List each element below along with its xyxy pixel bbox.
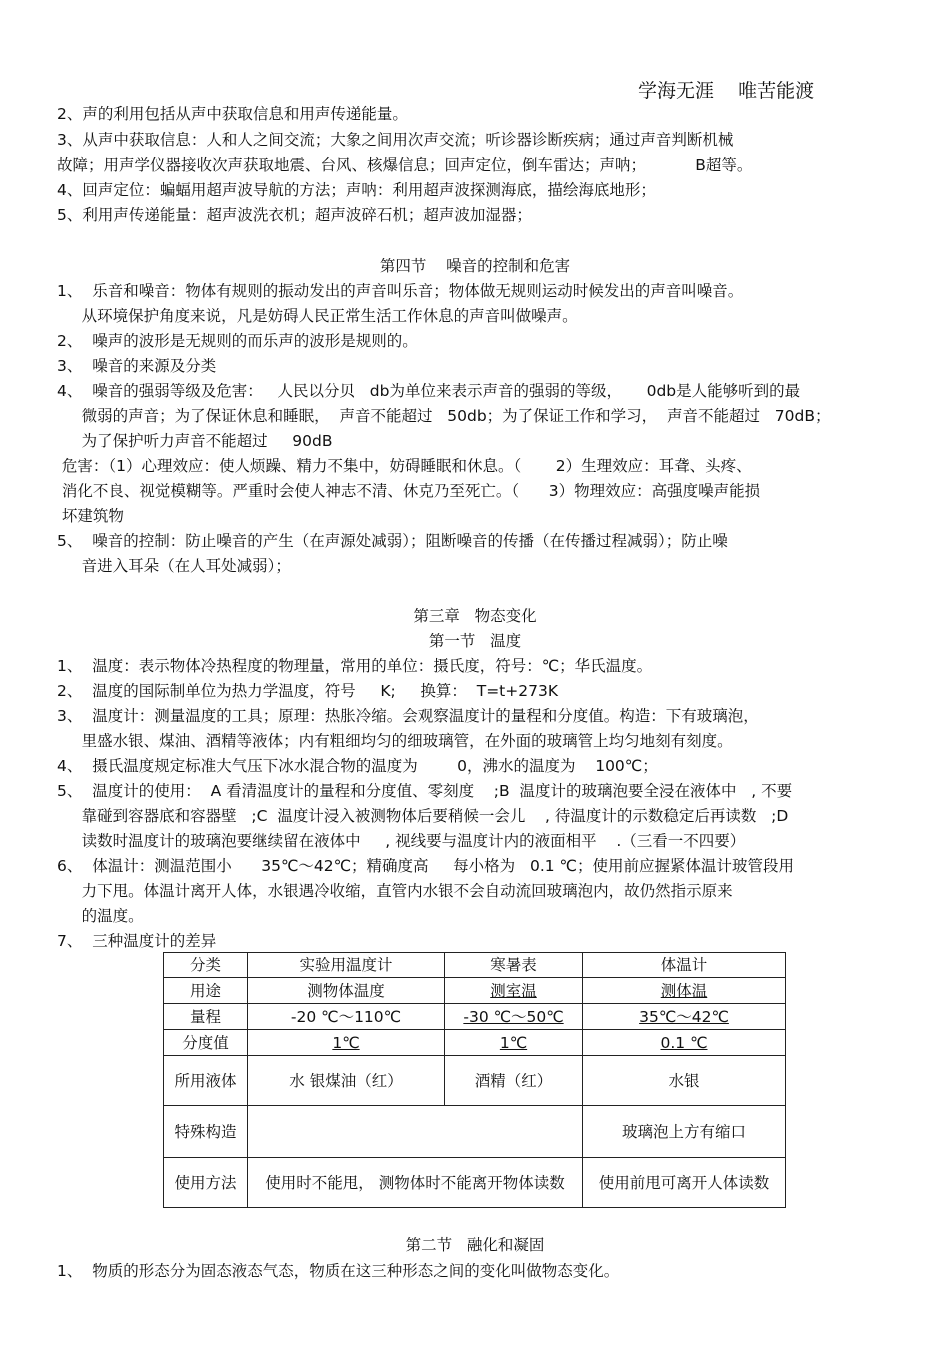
text-line: 里盛水银、煤油、酒精等液体；内有粗细均匀的细玻璃管，在外面的玻璃管上均匀地刻有刻度。: [57, 732, 733, 750]
text-line: 1、 温度：表示物体冷热程度的物理量，常用的单位：摄氏度，符号：℃；华氏温度。: [57, 657, 653, 675]
table-cell: 所用液体: [164, 1056, 248, 1106]
table-cell: 用途: [164, 978, 248, 1004]
text-line: 2、 噪声的波形是无规则的而乐声的波形是规则的。: [57, 332, 418, 350]
section-title: 第四节 噪音的控制和危害: [379, 257, 571, 275]
text-line: 音进入耳朵（在人耳处减弱）；: [57, 557, 291, 575]
table-row: [164, 1056, 786, 1106]
table-cell: 测物体温度: [248, 978, 445, 1004]
table-row: [164, 953, 786, 978]
table-cell: 玻璃泡上方有缩口: [583, 1106, 786, 1158]
text-line: 的温度。: [57, 907, 144, 925]
table-cell: [583, 978, 786, 1004]
table-cell: 使用时不能甩， 测物体时不能离开物体读数: [248, 1158, 583, 1208]
text-line: 2、 温度的国际制单位为热力学温度，符号 K; 换算： T=t+273K: [57, 682, 558, 700]
text-line: 5、 噪音的控制：防止噪音的产生（在声源处减弱）；阻断噪音的传播（在传播过程减弱）；防止噪: [57, 532, 728, 550]
text-line: 7、 三种温度计的差异: [57, 932, 217, 950]
text-line: 1、 物质的形态分为固态液态气态，物质在这三种形态之间的变化叫做物态变化。: [57, 1262, 620, 1280]
table-cell: 使用前甩可离开人体读数: [583, 1158, 786, 1208]
table-cell: [248, 1030, 445, 1056]
underlined-value: 1℃: [499, 1033, 528, 1052]
text-line: 消化不良、视觉模糊等。严重时会使人神志不清、休克乃至死亡。（ 3）物理效应：高强度噪声能损: [57, 482, 761, 500]
table-cell: 水 银煤油（红）: [248, 1056, 445, 1106]
thermometer-comparison-table: [163, 952, 786, 1208]
table-row: [164, 1106, 786, 1158]
text-line: 1、 乐音和噪音：物体有规则的振动发出的声音叫乐音；物体做无规则运动时候发出的声音叫噪音。: [57, 282, 744, 300]
table-cell: 使用方法: [164, 1158, 248, 1208]
text-line: 4、回声定位：蝙蝠用超声波导航的方法；声呐：利用超声波探测海底，描绘海底地形；: [57, 181, 656, 199]
text-line: 3、 噪音的来源及分类: [57, 357, 217, 375]
table-cell: 量程: [164, 1004, 248, 1030]
table-row: [164, 1030, 786, 1056]
table-cell: [583, 1004, 786, 1030]
table-row: [164, 978, 786, 1004]
table-cell: 特殊构造: [164, 1106, 248, 1158]
text-line: 微弱的声音；为了保证休息和睡眠， 声音不能超过 50db；为了保证工作和学习， 声音不能超过 70dB；: [57, 407, 831, 425]
table-cell: 实验用温度计: [248, 953, 445, 978]
text-line: 6、 体温计：测温范围小 35℃～42℃；精确度高 每小格为 0.1 ℃；使用前应握紧体温计玻管段用: [57, 857, 794, 875]
text-line: 4、 摄氏温度规定标准大气压下冰水混合物的温度为 0，沸水的温度为 100℃；: [57, 757, 658, 775]
text-line: 为了保护听力声音不能超过 90dB: [57, 432, 333, 450]
table-cell: [445, 1030, 583, 1056]
table-cell: 体温计: [583, 953, 786, 978]
section-title: 第一节 温度: [428, 632, 522, 650]
table-cell: 分度值: [164, 1030, 248, 1056]
text-line: 坏建筑物: [57, 507, 124, 525]
text-line: 读数时温度计的玻璃泡要继续留在液体中 , 视线要与温度计内的液面相平 .（三看一不四要）: [57, 832, 746, 850]
text-line: 故障；用声学仪器接收次声获取地震、台风、核爆信息；回声定位，倒车雷达；声呐； B超等。: [57, 156, 753, 174]
underlined-value: 测室温: [490, 981, 537, 1000]
table-cell: [583, 1030, 786, 1056]
underlined-value: 35℃～42℃: [639, 1007, 729, 1026]
table-cell: 水银: [583, 1056, 786, 1106]
text-line: 2、声的利用包括从声中获取信息和用声传递能量。: [57, 105, 408, 123]
text-line: 5、利用声传递能量：超声波洗衣机；超声波碎石机；超声波加湿器；: [57, 206, 532, 224]
table-row: [164, 1004, 786, 1030]
table-cell: [445, 1004, 583, 1030]
text-line: 4、 噪音的强弱等级及危害： 人民以分贝 db为单位来表示声音的强弱的等级， 0db是人能够听到的最: [57, 382, 801, 400]
text-line: 力下甩。体温计离开人体，水银遇冷收缩，直管内水银不会自动流回玻璃泡内，故仍然指示原来: [57, 882, 733, 900]
header-motto: 学海无涯 唯苦能渡: [638, 80, 815, 102]
table-cell: 酒精（红）: [445, 1056, 583, 1106]
chapter-title: 第三章 物态变化: [413, 607, 537, 625]
underlined-value: 测体温: [660, 981, 708, 1000]
table-cell: -20 ℃～110℃: [248, 1004, 445, 1030]
text-line: 5、 温度计的使用： A 看清温度计的量程和分度值、零刻度 ;B 温度计的玻璃泡要全浸在液体中 , 不要: [57, 782, 793, 800]
table-cell: 分类: [164, 953, 248, 978]
table-row: [164, 1158, 786, 1208]
text-line: 危害：（1）心理效应：使人烦躁、精力不集中，妨碍睡眠和休息。（ 2）生理效应：耳聋、头疼、: [57, 457, 752, 475]
underlined-value: -30 ℃～50℃: [463, 1007, 564, 1026]
underlined-value: 0.1 ℃: [660, 1033, 708, 1052]
section-title: 第二节 融化和凝固: [405, 1236, 545, 1254]
text-line: 从环境保护角度来说，凡是妨碍人民正常生活工作休息的声音叫做噪声。: [57, 307, 578, 325]
text-line: 3、从声中获取信息：人和人之间交流；大象之间用次声交流；听诊器诊断疾病；通过声音判断机械: [57, 131, 734, 149]
table-cell: 寒暑表: [445, 953, 583, 978]
table-cell: [248, 1106, 583, 1158]
text-line: 靠碰到容器底和容器壁 ;C 温度计浸入被测物体后要稍候一会儿 , 待温度计的示数稳定后再读数 ;D: [57, 807, 789, 825]
underlined-value: 1℃: [332, 1033, 360, 1052]
table-cell: [445, 978, 583, 1004]
text-line: 3、 温度计：测量温度的工具；原理：热胀冷缩。会观察温度计的量程和分度值。构造：下有玻璃泡，: [57, 707, 759, 725]
